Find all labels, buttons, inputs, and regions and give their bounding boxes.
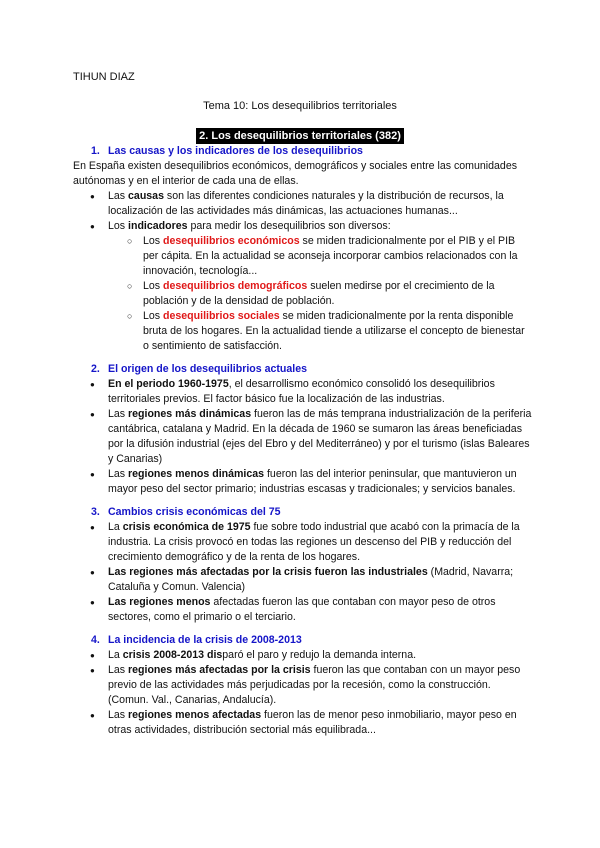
section-2-number: 2. [91,363,100,375]
list-item: ● Los indicadores para medir los desequilibrios son diversos: ○ Los desequilibrios económicos se miden tradicionalmente por el PIB y el PIB per cápita. En la actualidad se aconseja incorporar cambios relacionados con la innovación, tecnología... ○ Los desequilibrios demográficos suelen medirse por el crecimiento de la población y de la densidad de población. ○ Los desequilibrios sociales se miden tradicionalmente por la renta disponible bruta de los hogares. En la actualidad tiende a utilizarse el concepto de bienestar o sentimiento de satisfacción. [73,219,533,354]
list-item: ● Las regiones más afectadas por la crisis fueron las que contaban con un mayor peso previo de las actividades más perjudicadas por la recesión, como la construcción. (Comun. Val., Canarias, Andalucía). [73,663,533,708]
document-subject: Tema 10: Los desequilibrios territoriales [203,100,397,112]
section-4-title-text: La incidencia de la crisis de 2008-2013 [108,634,302,646]
list-item: ● Las regiones más afectadas por la crisis fueron las industriales (Madrid, Navarra; Cataluña y Comun. Valencia) [73,565,533,595]
list-item: ● En el periodo 1960-1975, el desarrollismo económico consolidó los desequilibrios territoriales previos. El factor básico fue la localización de las industrias. [73,377,533,407]
section-2-title [91,362,533,377]
list-item: ● Las regiones menos afectadas fueron las que contaban con mayor peso de otros sectores, como el primario o el terciario. [73,595,533,625]
heading-wrap [0,128,600,144]
sub-list-item: ○ Los desequilibrios económicos se miden tradicionalmente por el PIB y el PIB per cápita. En la actualidad se aconseja incorporar cambios relacionados con la innovación, tecnología... [108,234,533,279]
section-3-list [73,520,533,625]
list-item: ● Las causas son las diferentes condiciones naturales y la distribución de recursos, la localización de las actividades más dinámicas, las actuaciones humanas... [73,189,533,219]
section-1-intro: En España existen desequilibrios económicos, demográficos y sociales entre las comunidades autónomas y en el interior de cada una de ellas. [73,160,518,187]
list-item: ● La crisis 2008-2013 disparó el paro y redujo la demanda interna. [73,648,533,663]
sub-list-item: ○ Los desequilibrios demográficos suelen medirse por el crecimiento de la población y de la densidad de población. [108,279,533,309]
section-1-title [91,144,533,159]
section-3-number: 3. [91,506,100,518]
section-1-title-text: Las causas y los indicadores de los desequilibrios [108,145,363,157]
sub-list [108,234,533,354]
sub-list-item: ○ Los desequilibrios sociales se miden tradicionalmente por la renta disponible bruta de los hogares. En la actualidad tiende a utilizarse el concepto de bienestar o sentimiento de satisfacción. [108,309,533,354]
section-4-list [73,648,533,738]
section-2-title-text: El origen de los desequilibrios actuales [108,363,307,375]
list-item: ● Las regiones más dinámicas fueron las de más temprana industrialización de la periferia cantábrica, catalana y Madrid. En la década de 1960 se sumaron las áreas beneficiadas por la difusión industrial (ejes del Ebro y del Mediterráneo) y por el turismo (islas Baleares y Canarias) [73,407,533,467]
list-item: ● La crisis económica de 1975 fue sobre todo industrial que acabó con la primacía de la industria. La crisis provocó en todas las regiones un descenso del PIB y reducción del crecimiento demográfico y de la renta de los hogares. [73,520,533,565]
section-3-title [91,505,533,520]
section-2-list [73,377,533,497]
section-1-list [73,189,533,354]
section-4-title [91,633,533,648]
section-4-number: 4. [91,634,100,646]
section-1-number: 1. [91,145,100,157]
section-heading: 2. Los desequilibrios territoriales (382) [196,128,404,144]
author-name: TIHUN DIAZ [73,71,135,83]
section-3-title-text: Cambios crisis económicas del 75 [108,506,281,518]
list-item: ● Las regiones menos dinámicas fueron las del interior peninsular, que mantuvieron un mayor peso del sector primario; industrias escasas y tradicionales; y servicios banales. [73,467,533,497]
document-content [73,144,533,738]
list-item: ● Las regiones menos afectadas fueron las de menor peso inmobiliario, mayor peso en otras actividades, distribución sectorial más equilibrada... [73,708,533,738]
